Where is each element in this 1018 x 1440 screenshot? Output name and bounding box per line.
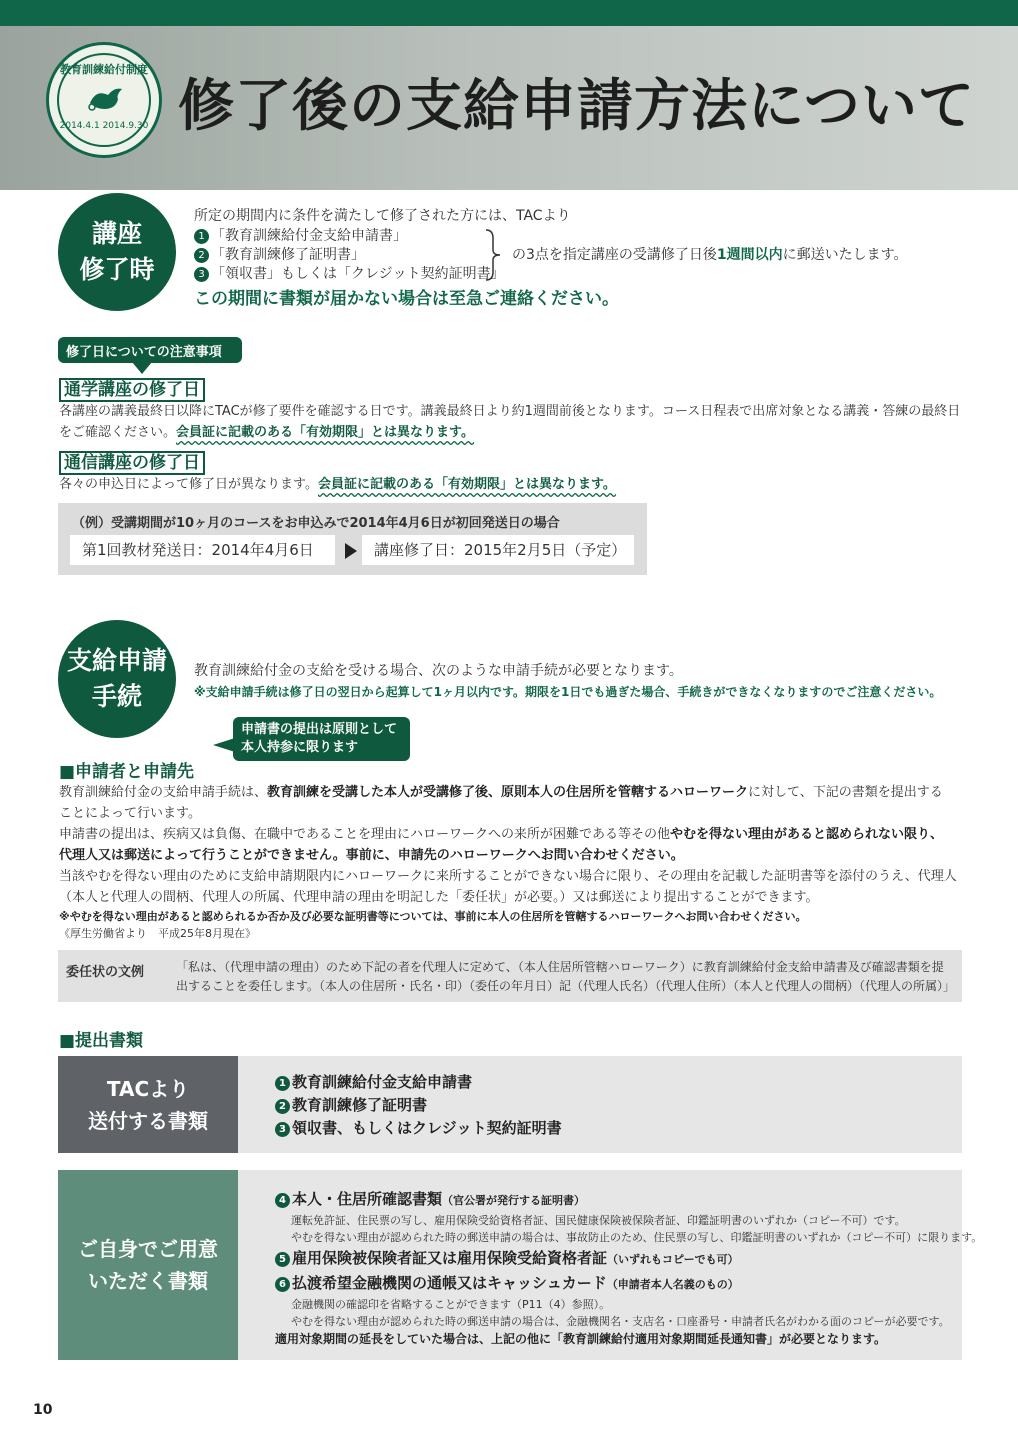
- correspondence-heading: 通信講座の修了日: [59, 451, 205, 475]
- tac-document-3: 3 領収書、もしくはクレジット契約証明書: [275, 1117, 562, 1140]
- number-6-icon: 6: [275, 1277, 290, 1292]
- applicant-heading: ■申請者と申請先: [59, 762, 195, 782]
- proxy-example-label: 委任状の文例: [66, 965, 145, 980]
- number-1-icon: 1: [194, 229, 209, 244]
- submission-callout-tail: [213, 738, 235, 752]
- seal-top-text: 教育訓練給付制度: [60, 63, 148, 76]
- number-1-icon: 1: [275, 1076, 290, 1091]
- number-5-icon: 5: [275, 1252, 290, 1267]
- attendance-text: 各講座の講義最終日以降にTACが修了要件を確認する日です。講義最終日より約1週間前後となります。コース日程表で出席対象となる講義・答練の最終日 をご確認ください。会員証に記載のある「有効期限」とは異なります。: [59, 404, 961, 440]
- example-title: （例）受講期間が10ヶ月のコースをお申込みで2014年4月6日が初回発送日の場合: [72, 516, 560, 531]
- self-document-4: 4 本人・住居所確認書類（官公署が発行する証明書）: [275, 1188, 982, 1212]
- seal-bottom-text: 2014.4.1 2014.9.30: [59, 121, 149, 131]
- tac-documents-label: TACより 送付する書類: [58, 1056, 238, 1153]
- completion-intro: 所定の期間内に条件を満たして修了された方には、TACより: [194, 208, 571, 224]
- tac-document-1: 1 教育訓練給付金支給申請書: [275, 1071, 562, 1094]
- dove-icon: [86, 85, 126, 115]
- page-title: 修了後の支給申請方法について: [178, 74, 975, 139]
- self-document-4-detail-1: 運転免許証、住民票の写し、雇用保険受給資格者証、国民健康保険被保険者証、印鑑証明書のいずれか（コピー不可）です。: [291, 1214, 906, 1227]
- self-documents-row: [58, 1170, 983, 1360]
- attendance-heading: 通学講座の修了日: [59, 378, 205, 402]
- self-documents-footnote: 適用対象期間の延長をしていた場合は、上記の他に「教育訓練給付適用対象期間延長通知書」が必要となります。: [275, 1332, 887, 1346]
- completion-circle-line1: 講座: [91, 219, 142, 248]
- example-first-shipment: 第1回教材発送日：2014年4月6日: [70, 535, 335, 565]
- self-document-6: 6 払渡希望金融機関の通帳又はキャッシュカード（申請者本人名義のもの）: [275, 1272, 982, 1296]
- self-document-5: 5 雇用保険被保険者証又は雇用保険受給資格者証（いずれもコピーでも可）: [275, 1246, 982, 1272]
- self-document-6-detail-1: 金融機関の確認印を省略することができます（P11（4）参照）。: [291, 1298, 611, 1311]
- brace-icon: [483, 228, 503, 282]
- proxy-example-text: 「私は、（代理申請の理由）のため下記の者を代理人に定めて、（本人住居所管轄ハローワーク）に教育訓練給付金支給申請書及び確認書類を提出することを委任します。（本人の住居所・氏名・印）（委任の年月日）記（代理人氏名）（代理人住所）（本人と代理人の間柄）（代理人の所属）」: [176, 960, 956, 993]
- application-intro: 教育訓練給付金の支給を受ける場合、次のような申請手続が必要となります。: [194, 663, 683, 679]
- top-bar: [0, 0, 1018, 26]
- seal-inner-ring: [57, 53, 151, 147]
- submission-callout: 申請書の提出は原則として 本人持参に限ります: [233, 717, 410, 761]
- number-3-icon: 3: [194, 267, 209, 282]
- self-document-4-detail-2: やむを得ない理由が認められた時の郵送申請の場合は、事故防止のため、住民票の写し、印鑑証明書のいずれか（コピー不可）に限ります。: [291, 1231, 983, 1244]
- completion-circle: [58, 193, 176, 311]
- application-circle: [58, 620, 176, 738]
- notes-callout-tail: [132, 362, 152, 374]
- self-documents-label: ご自身でご用意 いただく書類: [58, 1170, 238, 1360]
- completion-item-2: 2 「教育訓練修了証明書」: [194, 244, 365, 264]
- number-2-icon: 2: [194, 248, 209, 263]
- number-2-icon: 2: [275, 1099, 290, 1114]
- page-number: 10: [33, 1402, 53, 1418]
- documents-heading: ■提出書類: [59, 1031, 144, 1051]
- self-documents-list: [275, 1188, 982, 1348]
- notes-callout: 修了日についての注意事項: [58, 337, 242, 363]
- completion-circle-line2: 修了時: [79, 255, 155, 284]
- tac-documents-row: [58, 1056, 962, 1153]
- tac-document-2: 2 教育訓練修了証明書: [275, 1094, 562, 1117]
- tac-documents-list: [275, 1071, 562, 1140]
- example-box: [58, 503, 647, 575]
- correspondence-text: 各々の申込日によって修了日が異なります。会員証に記載のある「有効期限」とは異なります。: [59, 477, 616, 492]
- applicant-text: 教育訓練給付金の支給申請手続は、教育訓練を受講した本人が受講修了後、原則本人の住居所を管轄するハローワークに対して、下記の書類を提出する ことによって行います。 申請書の提出は、疾病又は負傷、在職中であることを理由にハローワークへの来所が困難である等その他やむを得ない理由があると認められない限り、 代理人又は郵送によって行うことができません。事前に、申請先のハローワークへお問い合わせください。 当該やむを得ない理由のために支給申請期限内にハローワークに来所することができない場合に限り、その理由を記載した証明書等を添付のうえ、代理人 （本人と代理人の間柄、代理人の所属、代理申請の理由を明記した「委任状」が必要。）又は郵送により提出することができます。 ※やむを得ない理由があると認められるか否か及び必要な証明書等については、事前に本人の住居所を管轄するハローワークへお問い合わせください。 《厚生労働省より 平成25年8月現在》: [59, 785, 957, 940]
- proxy-example-box: [58, 950, 962, 1002]
- arrow-right-icon: [345, 543, 357, 559]
- completion-item-1: 1 「教育訓練給付金支給申請書」: [194, 225, 407, 245]
- completion-item-3: 3 「領収書」もしくは「クレジット契約証明書」: [194, 263, 505, 283]
- application-circle-line2: 手続: [91, 682, 142, 711]
- self-document-6-detail-2: やむを得ない理由が認められた時の郵送申請の場合は、金融機関名・支店名・口座番号・申請者氏名がわかる面のコピーが必要です。: [291, 1315, 950, 1328]
- completion-warning: この期間に書類が届かない場合は至急ご連絡ください。: [194, 289, 619, 309]
- completion-send-note: の3点を指定講座の受講修了日後1週間以内に郵送いたします。: [512, 247, 908, 263]
- application-circle-line1: 支給申請: [66, 646, 167, 675]
- example-completion-date: 講座修了日：2015年2月5日（予定）: [362, 535, 634, 565]
- application-deadline-note: ※支給申請手続は修了日の翌日から起算して1ヶ月以内です。期限を1日でも過ぎた場合、手続きができなくなりますのでご注意ください。: [194, 685, 942, 699]
- number-3-icon: 3: [275, 1122, 290, 1137]
- program-seal: [46, 42, 162, 158]
- number-4-icon: 4: [275, 1193, 290, 1208]
